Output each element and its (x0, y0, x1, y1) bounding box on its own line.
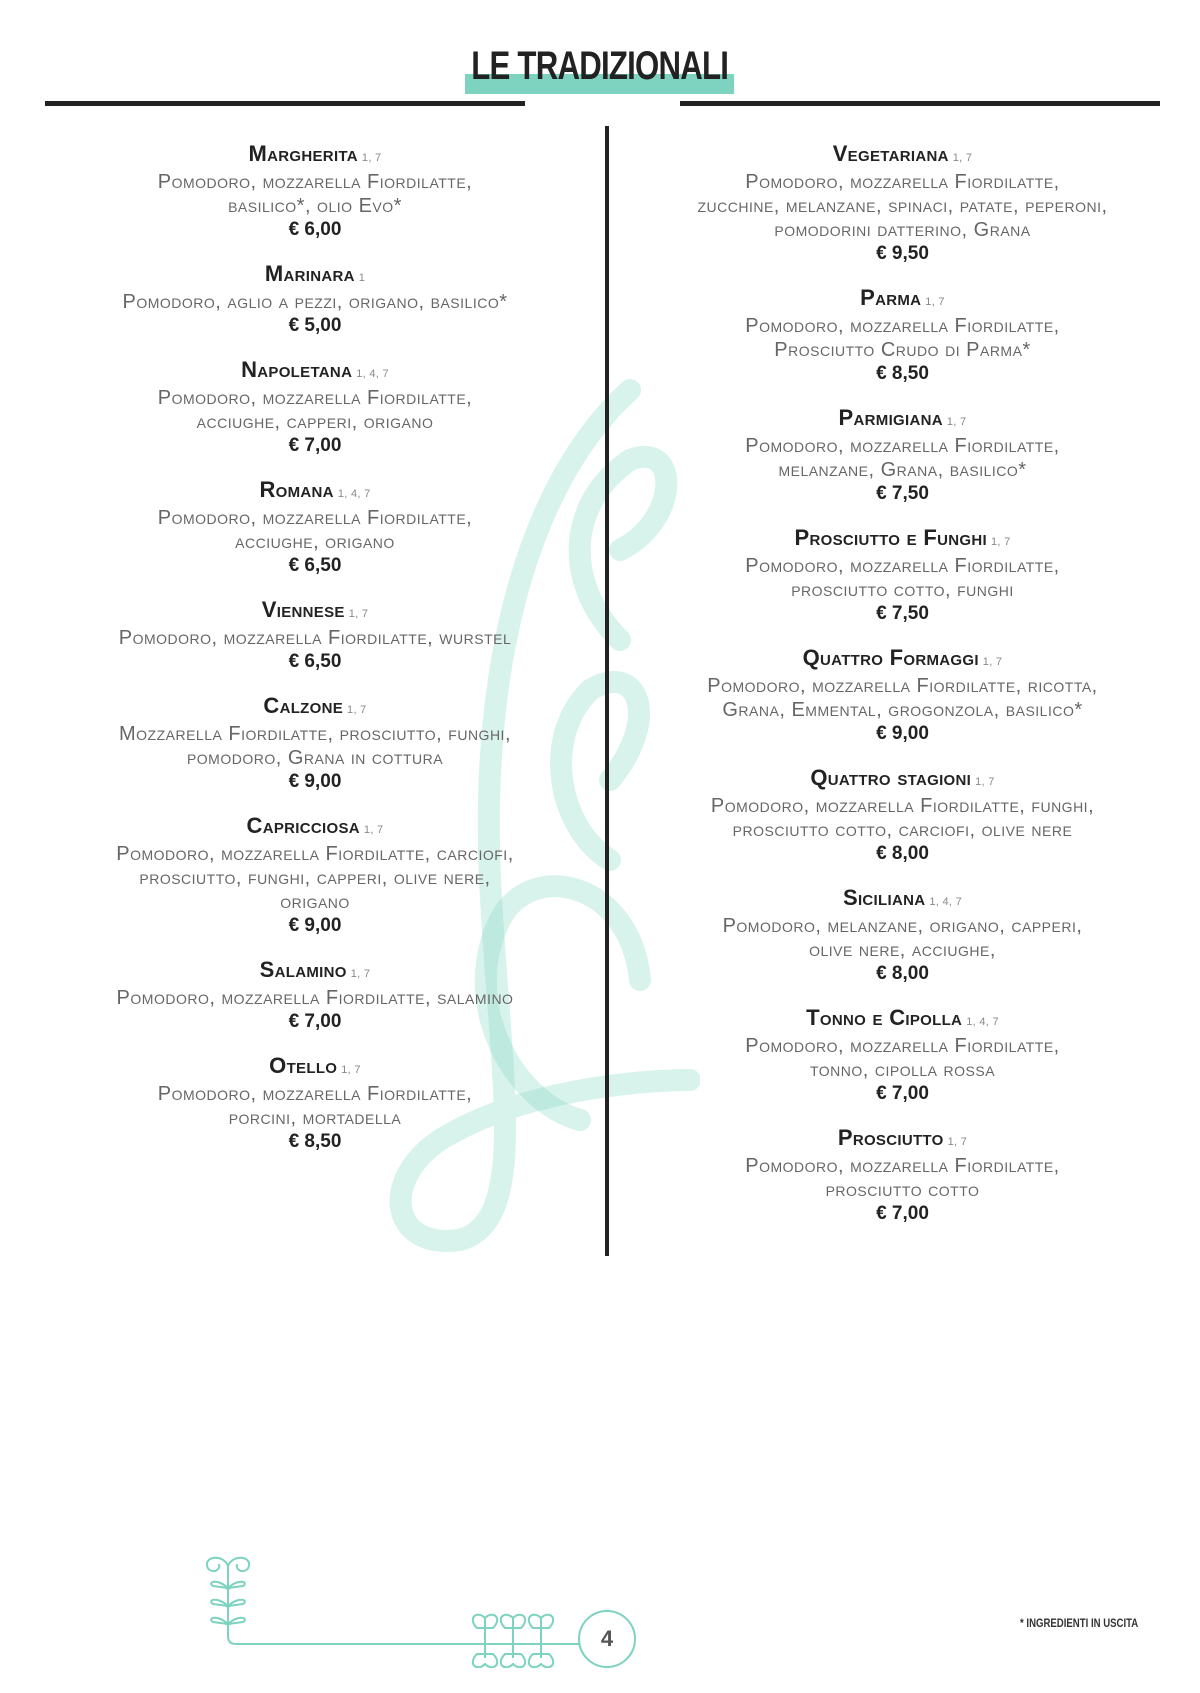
menu-item-name (40, 1054, 590, 1082)
ingredients-line: prosciutto cotto, funghi (791, 579, 1014, 601)
menu-item-name (625, 1126, 1180, 1154)
menu-item-name (625, 286, 1180, 314)
allergen-codes: 1, 7 (946, 416, 967, 428)
price: € 7,00 (288, 1011, 342, 1032)
ingredients-line: Pomodoro, mozzarella Fiordilatte, (745, 555, 1060, 577)
menu-item-name (40, 694, 590, 722)
menu-item (40, 1054, 590, 1154)
menu-item-name (625, 646, 1180, 674)
ingredients-line: acciughe, origano (235, 531, 395, 553)
menu-item-name (625, 766, 1180, 794)
menu-item (40, 478, 590, 578)
page-header (0, 44, 1200, 88)
price: € 7,00 (876, 1203, 929, 1224)
ingredients-line: prosciutto cotto, carciofi, olive nere (732, 819, 1073, 841)
ingredients-line: Pomodoro, mozzarella Fiordilatte, (745, 1155, 1060, 1177)
price: € 6,50 (288, 651, 342, 672)
menu-item-name (40, 142, 590, 170)
column-divider (605, 126, 609, 1256)
ingredients-line: Pomodoro, mozzarella Fiordilatte, (157, 171, 473, 193)
allergen-codes: 1, 7 (990, 536, 1011, 548)
pizza-name: Napoletana (241, 357, 353, 382)
ingredients-line: Prosciutto Crudo di Parma* (774, 339, 1031, 361)
allergen-codes: 1, 7 (348, 608, 369, 620)
allergen-codes: 1, 7 (341, 1064, 361, 1076)
pizza-name: Capricciosa (246, 813, 360, 838)
menu-item-name (40, 358, 590, 386)
ingredients-line: origano (280, 891, 350, 913)
ingredients-line: Pomodoro, mozzarella Fiordilatte, salamino (116, 987, 514, 1009)
ingredients-line: melanzane, Grana, basilico* (778, 459, 1027, 481)
price: € 9,50 (876, 243, 929, 264)
menu-item-name (625, 406, 1180, 434)
allergen-codes: 1, 7 (952, 152, 973, 164)
price: € 7,50 (876, 483, 929, 504)
pizza-name: Prosciutto (837, 1125, 944, 1150)
pizza-name: Viennese (261, 597, 345, 622)
allergen-codes: 1, 4, 7 (966, 1016, 999, 1028)
menu-item (625, 286, 1180, 386)
page-number: 4 (578, 1610, 636, 1668)
price: € 7,50 (876, 603, 929, 624)
price: € 8,00 (876, 843, 929, 864)
menu-item (625, 646, 1180, 746)
allergen-codes: 1, 7 (975, 776, 995, 788)
price: € 8,00 (876, 963, 929, 984)
pizza-name: Parmigiana (838, 405, 943, 430)
ingredients-line: zucchine, melanzane, spinaci, patate, peperoni, (697, 195, 1108, 217)
ingredients-line: tonno, cipolla rossa (809, 1059, 996, 1081)
menu-item-name (40, 958, 590, 986)
allergen-codes: 1, 7 (350, 968, 371, 980)
pizza-name: Salamino (259, 957, 347, 982)
ingredients-line: Pomodoro, aglio a pezzi, origano, basilico* (122, 291, 508, 313)
ingredients-line: Mozzarella Fiordilatte, prosciutto, funghi, (118, 723, 511, 745)
menu-item (40, 142, 590, 242)
menu-item (40, 694, 590, 794)
header-rule-left (45, 101, 525, 106)
price: € 6,50 (288, 555, 342, 576)
allergen-codes: 1, 7 (947, 1136, 968, 1148)
header-rule-right (680, 101, 1160, 106)
menu-item-name (40, 598, 590, 626)
ingredients-line: Grana, Emmental, grogonzola, basilico* (722, 699, 1083, 721)
menu-item (625, 406, 1180, 506)
allergen-codes: 1 (358, 272, 366, 284)
allergen-codes: 1, 4, 7 (929, 896, 963, 908)
pizza-name: Tonno e Cipolla (806, 1005, 963, 1030)
allergen-codes: 1, 7 (982, 656, 1003, 668)
price: € 6,00 (288, 219, 342, 240)
menu-item-name (625, 142, 1180, 170)
allergen-codes: 1, 7 (347, 704, 367, 716)
menu-column-right (625, 142, 1180, 1246)
menu-item-name (40, 814, 590, 842)
menu-item-name (40, 262, 590, 290)
allergen-codes: 1, 4, 7 (337, 488, 371, 500)
price: € 9,00 (288, 915, 342, 936)
price: € 5,00 (288, 315, 342, 336)
pizza-name: Quattro Formaggi (802, 645, 979, 670)
footnote: * INGREDIENTI IN USCITA (1020, 1616, 1139, 1630)
pizza-name: Vegetariana (832, 141, 949, 166)
allergen-codes: 1, 7 (361, 152, 382, 164)
pizza-name: Romana (259, 477, 334, 502)
ingredients-line: Pomodoro, mozzarella Fiordilatte, (745, 315, 1060, 337)
ingredients-line: Pomodoro, mozzarella Fiordilatte, (157, 1083, 473, 1105)
menu-item (625, 142, 1180, 266)
ingredients-line: Pomodoro, mozzarella Fiordilatte, (745, 171, 1060, 193)
menu-item (40, 958, 590, 1034)
price: € 9,00 (876, 723, 929, 744)
menu-item (40, 358, 590, 458)
ingredients-line: Pomodoro, melanzane, origano, capperi, (722, 915, 1083, 937)
menu-item (625, 526, 1180, 626)
menu-item (40, 262, 590, 338)
menu-column-left (40, 142, 590, 1174)
pizza-name: Calzone (263, 693, 344, 718)
price: € 8,50 (876, 363, 929, 384)
ingredients-line: pomodorini datterino, Grana (774, 219, 1031, 241)
ingredients-line: prosciutto cotto (825, 1179, 980, 1201)
price: € 8,50 (288, 1131, 342, 1152)
ingredients-line: Pomodoro, mozzarella Fiordilatte, (745, 435, 1060, 457)
menu-item (625, 766, 1180, 866)
menu-item-name (625, 526, 1180, 554)
ingredients-line: Pomodoro, mozzarella Fiordilatte, (745, 1035, 1060, 1057)
ingredients-line: Pomodoro, mozzarella Fiordilatte, (157, 387, 473, 409)
pizza-name: Parma (860, 285, 922, 310)
ingredients-line: basilico*, olio Evo* (228, 195, 402, 217)
ingredients-line: pomodoro, Grana in cottura (186, 747, 444, 769)
ingredients-line: olive nere, acciughe, (809, 939, 996, 961)
ingredients-line: prosciutto, funghi, capperi, olive nere, (139, 867, 491, 889)
allergen-codes: 1, 4, 7 (356, 368, 389, 380)
ingredients-line: Pomodoro, mozzarella Fiordilatte, wurstel (118, 627, 512, 649)
page-title: LE TRADIZIONALI (465, 44, 734, 88)
pizza-name: Otello (269, 1053, 338, 1078)
menu-item (625, 1126, 1180, 1226)
menu-item-name (40, 478, 590, 506)
price: € 9,00 (288, 771, 342, 792)
pizza-name: Siciliana (842, 885, 926, 910)
ingredients-line: Pomodoro, mozzarella Fiordilatte, carciofi, (116, 843, 514, 865)
ingredients-line: Pomodoro, mozzarella Fiordilatte, funghi, (710, 795, 1095, 817)
menu-item (625, 886, 1180, 986)
menu-item (40, 598, 590, 674)
menu-item (40, 814, 590, 938)
price: € 7,00 (876, 1083, 929, 1104)
allergen-codes: 1, 7 (925, 296, 945, 308)
pizza-name: Marinara (264, 261, 355, 286)
ingredients-line: acciughe, capperi, origano (196, 411, 434, 433)
ingredients-line: porcini, mortadella (228, 1107, 402, 1129)
pizza-name: Prosciutto e Funghi (794, 525, 987, 550)
menu-item (625, 1006, 1180, 1106)
menu-item-name (625, 1006, 1180, 1034)
price: € 7,00 (288, 435, 342, 456)
pizza-name: Margherita (248, 141, 358, 166)
ingredients-line: Pomodoro, mozzarella Fiordilatte, (157, 507, 473, 529)
pizza-name: Quattro stagioni (810, 765, 972, 790)
ingredients-line: Pomodoro, mozzarella Fiordilatte, ricotta, (707, 675, 1098, 697)
menu-item-name (625, 886, 1180, 914)
allergen-codes: 1, 7 (363, 824, 384, 836)
